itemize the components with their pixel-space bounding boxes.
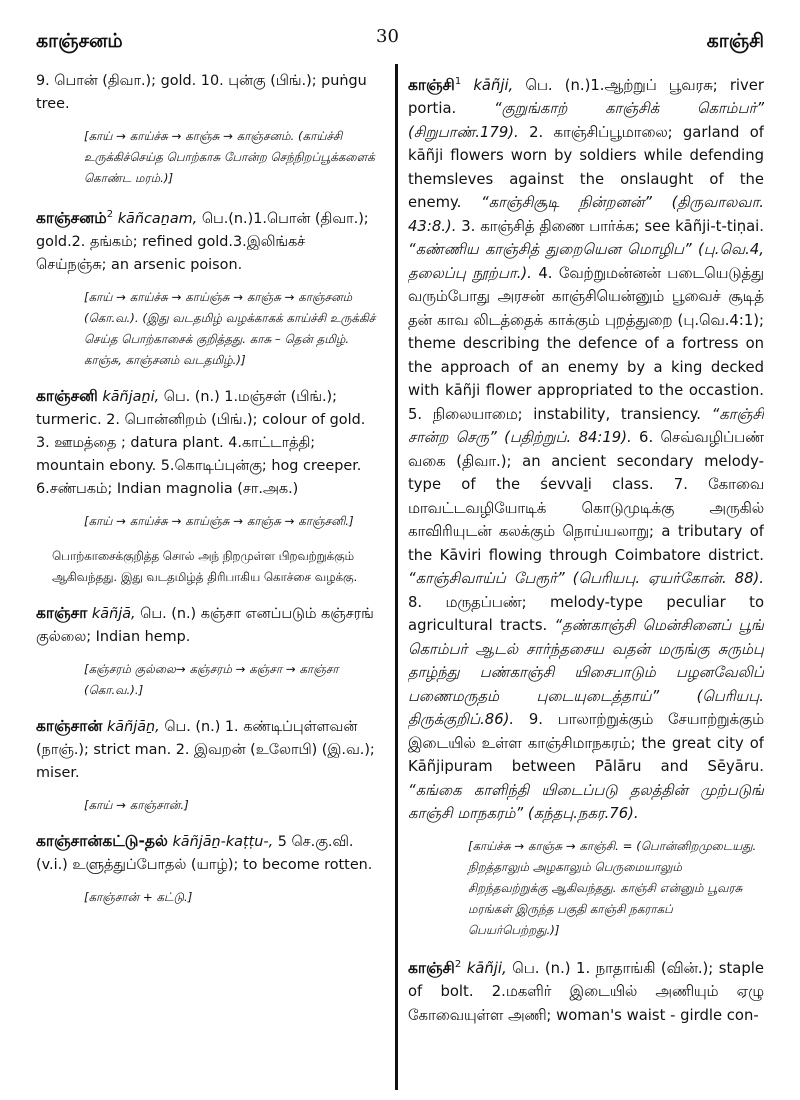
etymology-note: [காய் → காய்ச்சு → காய்ஞ்சு → காஞ்சு → காஞ்சனம் (கொ.வ.). (இது வடதமிழ் வழக்காகக் காய்ச்சி உருக்கிச் செய்த பொற்காசைக் குறித்தது. காசு – தென் தமிழ். காஞ்சு, காஞ்சனம் வடதமிழ்.)] bbox=[84, 289, 376, 367]
entry-kanchi-1 bbox=[408, 70, 764, 826]
entry-text: பெ. (n.) 1.மஞ்சள் (பிங்.); turmeric. 2. பொன்னிறம் (பிங்.); colour of gold. 3. ஊமத்தை ; datura plant. 4.காட்டாத்தி; mountain ebony. 5.கொடிப்புன்கு; hog creeper. 6.சண்பகம்; Indian magnolia (சா.அக.) bbox=[36, 388, 366, 497]
entry-kancha bbox=[36, 602, 380, 649]
etymology-note: [காய்ச்சு → காஞ்சு → காஞ்சி. = (பொன்னிறமுடையது. நிறத்தாலும் அழகாலும் பெருமையாலும் சிறந்தவற்றுக்கு ஆகிவந்தது. காஞ்சி என்னும் பூவரசு மரங்கள் இருந்த பகுதி காஞ்சி நகராகப் பெயர்பெற்றது.)] bbox=[468, 838, 757, 937]
transliteration: kāñjaṉi, bbox=[102, 388, 160, 405]
citation: “தண்காஞ்சி மென்சினைப் பூங் கொம்பர் ஆடல் சார்ந்தசைய வதன் மருங்கு சுரும்பு தாழ்ந்து பண்காஞ்சி யிசைபாடும் பழனவேலிப் பணைமருதம் புடையுடைத்தாய்” (பெரியபு. திருக்குறிப்.86). bbox=[408, 617, 764, 729]
running-head-left: காஞ்சனம் bbox=[36, 30, 123, 52]
headword: காஞ்சனம் bbox=[36, 208, 107, 227]
entry-kanchan bbox=[36, 715, 380, 785]
right-column bbox=[408, 70, 764, 1090]
column-divider bbox=[395, 64, 398, 1090]
entry-continuation bbox=[36, 70, 380, 116]
etymology-note: [கஞ்சரம் குல்லை→ கஞ்சரம் → கஞ்சா → காஞ்சா (கொ.வ.).] bbox=[84, 661, 339, 697]
transliteration: kāñcaṉam, bbox=[117, 210, 198, 227]
sense-text: 6. செவ்வழிப்பண் வகை (திவா.); an ancient secondary melody-type of the śevvaḻi class. 7. கோவை மாவட்டவழியோடிக் கொடுமுடிக்கு அருகில் காவிரியுடன் கலக்கும் நொய்யலாறு; a tributary of the Kāviri flowing through Coimbatore district. bbox=[408, 429, 764, 564]
entry-kanchi-2 bbox=[408, 953, 764, 1027]
homonym-number: 1 bbox=[454, 76, 462, 87]
entry-kanchan-kattu bbox=[36, 830, 380, 877]
sense-text: 9. பாலாற்றுக்கும் சேயாற்றுக்கும் இடையில் உள்ள காஞ்சிமாநகரம்; the great city of Kāñjipuram between Pālāru and Sēyāru. bbox=[408, 711, 764, 776]
entry-text: பெ.(n.)1.பொன் (திவா.); gold.2. தங்கம்; refined gold.3.இலிங்கச் செய்நஞ்சு; an arsenic poison. bbox=[36, 210, 369, 273]
sense-text: 2. காஞ்சிப்பூமாலை; garland of kāñji flowers worn by soldiers while defending themsleves against the onslaught of the enemy. bbox=[408, 123, 764, 212]
headword: காஞ்சா bbox=[36, 603, 88, 622]
entry-kanchani bbox=[36, 385, 380, 501]
entry-text: 5 செ.கு.வி. (v.i.) உளுத்துப்போதல் (யாழ்); to become rotten. bbox=[36, 833, 373, 873]
etymology-note: [காய் → காய்ச்சு → காய்ஞ்சு → காஞ்சு → காஞ்சனி.] bbox=[84, 513, 354, 528]
transliteration: kāñjāṉ, bbox=[106, 718, 160, 735]
etymology-note: [காஞ்சான் + கட்டு.] bbox=[84, 889, 193, 904]
citation: “காஞ்சிசூடி நின்றனன்” (திருவாலவா. 43:8.). bbox=[408, 194, 764, 235]
etymology-note: [காய் → காஞ்சான்.] bbox=[84, 797, 189, 812]
citation: “கங்கை காளிந்தி யிடைப்படு தலத்தின் முற்படுங் காஞ்சி மாநகரம்” (கந்தபு.நகர.76). bbox=[408, 781, 764, 823]
headword: காஞ்சான்கட்டு-தல் bbox=[36, 831, 168, 850]
left-column bbox=[36, 70, 380, 1090]
transliteration: kāñji, bbox=[473, 76, 514, 94]
entry-text: 9. பொன் (திவா.); gold. 10. புன்கு (பிங்.); puṅgu tree. bbox=[36, 73, 367, 112]
citation: “குறுங்காற் காஞ்சிக் கொம்பர்” (சிறுபாண்.179). bbox=[408, 100, 764, 141]
headword: காஞ்சி bbox=[408, 75, 455, 94]
entry-text: பெ. (n.) கஞ்சா எனப்படும் கஞ்சரங் குல்லை; Indian hemp. bbox=[36, 605, 374, 645]
entry-kanchanam-2 bbox=[36, 203, 380, 277]
entry-text: பெ. (n.) 1. நாதாங்கி (வின்.); staple of bolt. 2.மகளிர் இடையில் அணியும் ஏழு கோவையுள்ள அணி; woman's waist - girdle con- bbox=[408, 959, 764, 1024]
citation: “காஞ்சி சான்ற செரு” (பதிற்றுப். 84:19). bbox=[408, 405, 764, 447]
sense-text: பெ. (n.)1.ஆற்றுப் பூவரசு; river portia. bbox=[408, 76, 764, 118]
transliteration: kāñjā, bbox=[91, 605, 136, 622]
sense-text: 4. வேற்றுமன்னன் படையெடுத்து வரும்போது அரசன் காஞ்சியென்னும் பூவைச் சூடித் தன் காவ லிடத்தைக் காக்கும் புறத்துறை (பு.வெ.4:1); theme describing the defence of a fortress on the approach of an enemy by a king decked with kāñji flower appropriated to the occastion. 5. நிலையாமை; instability, transiency. bbox=[408, 264, 764, 423]
running-head-right: காஞ்சி bbox=[706, 30, 764, 52]
homonym-number: 2 bbox=[454, 958, 462, 970]
page-header bbox=[36, 26, 764, 60]
citation: “கண்ணிய காஞ்சித் துறையென மொழிப” (பு.வெ.4, தலைப்பு நூற்பா.). bbox=[408, 241, 764, 282]
etymology-note: [காய் → காய்ச்சு → காஞ்சு → காஞ்சனம். (காய்ச்சி உருக்கிச்செய்த பொற்காசு போன்ற செந்நிறப்பூக்களைக் கொண்ட மரம்.)] bbox=[84, 129, 375, 185]
transliteration: kāñji, bbox=[466, 959, 507, 977]
entry-text: பெ. (n.) 1. கண்டிப்புள்ளவன் (நாஞ்.); strict man. 2. இவறன் (உலோபி) (இ.வ.); miser. bbox=[36, 718, 375, 781]
sense-text: 3. காஞ்சித் திணை பார்க்க; see kāñji-t-tiṇai. bbox=[461, 217, 764, 235]
sense-text: 8. மருதப்பண்; melody-type peculiar to agricultural tracts. bbox=[408, 593, 764, 635]
transliteration: kāñjāṉ-kaṭṭu-, bbox=[172, 833, 274, 850]
homonym-number: 2 bbox=[106, 209, 114, 220]
page-number: 30 bbox=[376, 26, 399, 47]
usage-note: பொற்காசைக்குறித்த சொல் அந் நிறமுள்ள பிறவற்றுக்கும் ஆகிவந்தது. இது வடதமிழ்த் திரிபாகிய கொச்சை வழக்கு. bbox=[52, 548, 358, 584]
headword: காஞ்சி bbox=[408, 958, 455, 977]
citation: “காஞ்சிவாய்ப் பேரூர்” (பெரியபு. ஏயர்கோன். 88). bbox=[408, 570, 764, 588]
headword: காஞ்சான் bbox=[36, 716, 103, 735]
headword: காஞ்சனி bbox=[36, 386, 98, 405]
